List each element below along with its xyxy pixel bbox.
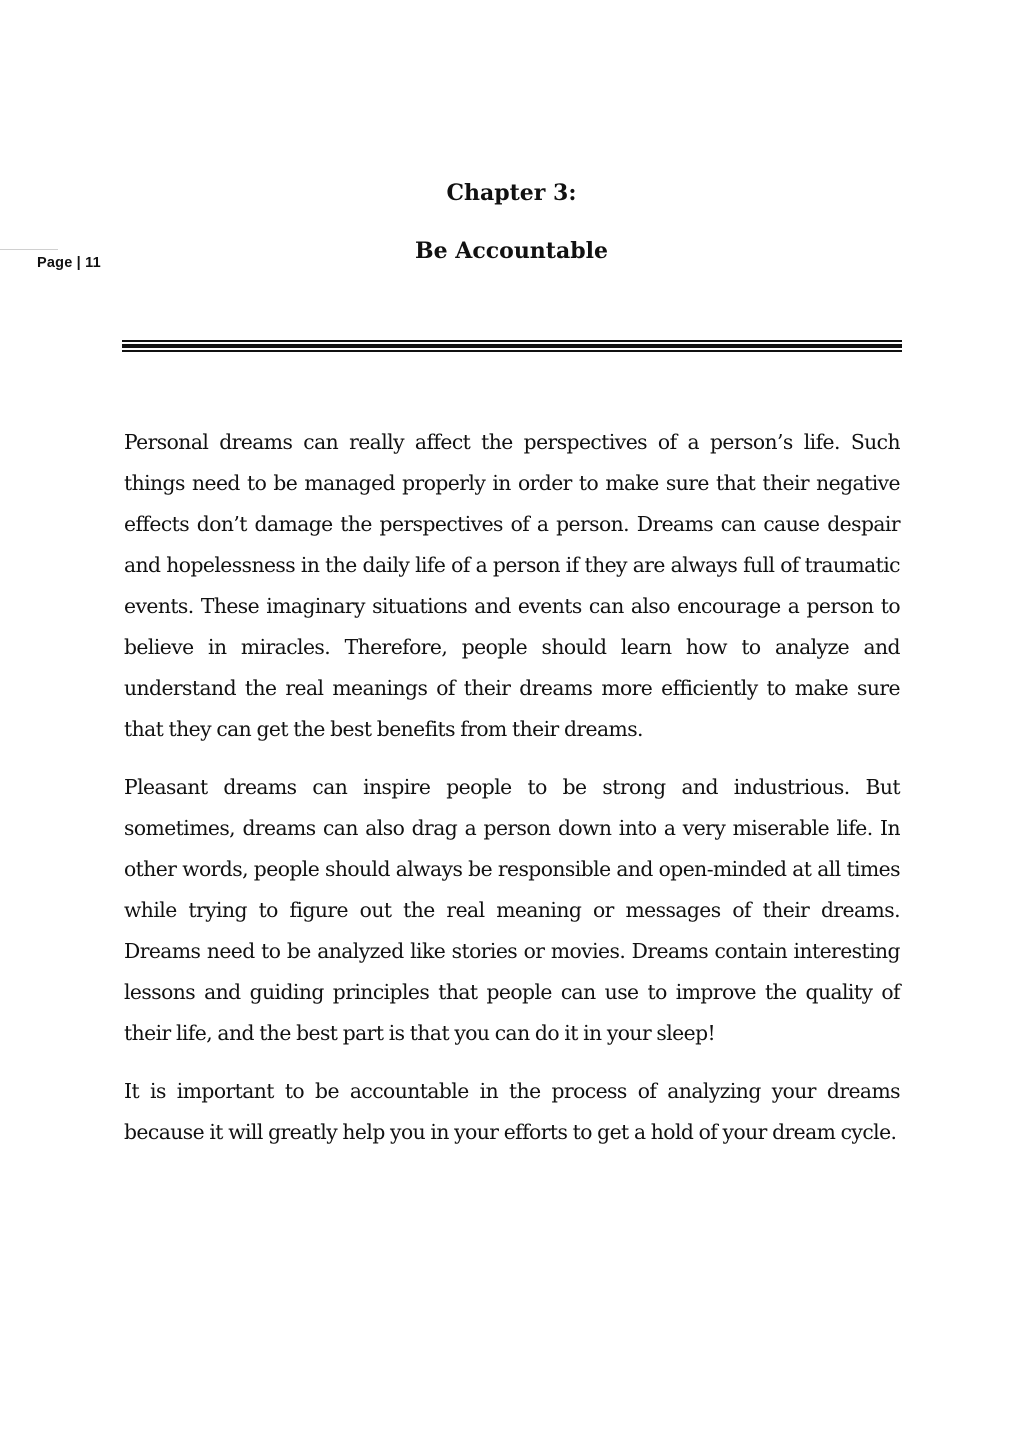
body-paragraph-2: Pleasant dreams can inspire people to be strong and industrious. But sometimes, dreams can also drag a person down into a very miserable life. In other words, people should always be responsible and open-minded at all times while trying to figure out the real meaning or messages of their dreams. Dreams need to be analyzed like stories or movies. Dreams contain interesting lessons and guiding principles that people can use to improve the quality of their life, and the best part is that you can do it in your sleep! [124, 775, 900, 1045]
divider-line-top [122, 340, 902, 342]
divider-line-middle [122, 344, 902, 348]
divider-line-bottom [122, 350, 902, 352]
chapter-body [124, 422, 900, 1170]
chapter-divider-rule [122, 340, 902, 353]
chapter-number: Chapter 3: [446, 180, 577, 206]
body-paragraph-3: It is important to be accountable in the process of analyzing your dreams because it will greatly help you in your efforts to get a hold of your dream cycle. [124, 1079, 900, 1144]
body-paragraph-1: Personal dreams can really affect the perspectives of a person’s life. Such things need to be managed properly in order to make sure that their negative effects don’t damage the perspectives of a person. Dreams can cause despair and hopelessness in the daily life of a person if they are always full of traumatic events. These imaginary situations and events can also encourage a person to believe in miracles. Therefore, people should learn how to analyze and understand the real meanings of their dreams more efficiently to make sure that they can get the best benefits from their dreams. [124, 430, 900, 741]
chapter-title: Be Accountable [415, 238, 608, 264]
page-number-label: Page | 11 [37, 255, 101, 271]
